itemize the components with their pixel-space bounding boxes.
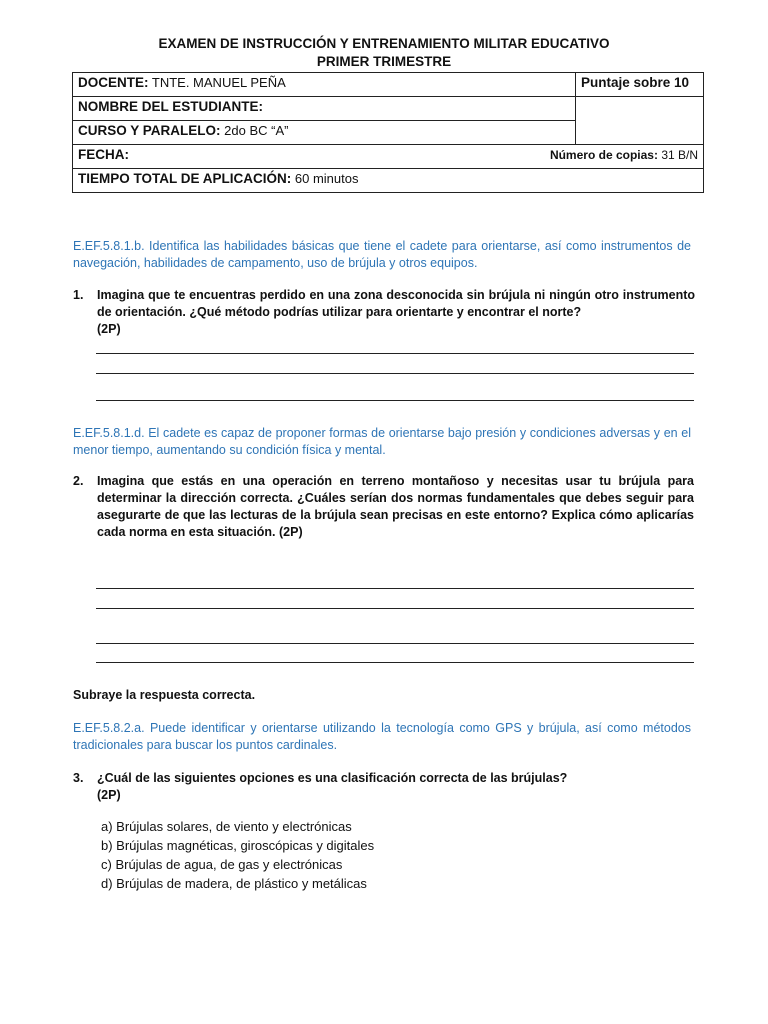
question-1-text: Imagina que te encuentras perdido en una zona desconocida sin brújula ni ningún otro instrumento de orientación. ¿Qué método podrías utilizar para orientarte y encontrar el norte? bbox=[97, 288, 695, 319]
standard-text-3: E.EF.5.8.2.a. Puede identificar y orientarse utilizando la tecnología como GPS y brújula, así como métodos tradicionales para buscar los puntos cardinales. bbox=[73, 721, 691, 752]
instruction-text: Subraye la respuesta correcta. bbox=[73, 688, 256, 702]
copias-value: 31 B/N bbox=[661, 148, 698, 162]
answer-line[interactable] bbox=[96, 588, 694, 589]
question-3 bbox=[73, 770, 695, 804]
answer-line[interactable] bbox=[96, 400, 694, 401]
question-1-number: 1. bbox=[73, 288, 84, 302]
tiempo-cell bbox=[73, 169, 704, 193]
question-2 bbox=[73, 473, 695, 541]
answer-line[interactable] bbox=[96, 662, 694, 663]
estudiante-label: NOMBRE DEL ESTUDIANTE: bbox=[78, 99, 264, 114]
tiempo-label: TIEMPO TOTAL DE APLICACIÓN: bbox=[78, 171, 292, 186]
copias-label: Número de copias: bbox=[549, 148, 658, 162]
fecha-cell bbox=[73, 145, 704, 169]
question-3-text: ¿Cuál de las siguientes opciones es una clasificación correcta de las brújulas? bbox=[97, 771, 568, 785]
question-1-points: (2P) bbox=[97, 322, 121, 336]
docente-label: DOCENTE: bbox=[78, 75, 149, 90]
answer-line[interactable] bbox=[96, 373, 694, 374]
answer-line[interactable] bbox=[96, 643, 694, 644]
option-b[interactable]: b) Brújulas magnéticas, giroscópicas y digitales bbox=[101, 838, 375, 853]
fecha-label: FECHA: bbox=[78, 147, 129, 162]
answer-line[interactable] bbox=[96, 608, 694, 609]
exam-subtitle: PRIMER TRIMESTRE bbox=[316, 54, 452, 69]
docente-value: TNTE. MANUEL PEÑA bbox=[151, 75, 286, 90]
option-a[interactable]: a) Brújulas solares, de viento y electrónicas bbox=[101, 819, 352, 834]
estudiante-cell bbox=[73, 97, 576, 121]
info-table bbox=[72, 72, 704, 193]
curso-label: CURSO Y PARALELO: bbox=[78, 123, 221, 138]
option-d[interactable]: d) Brújulas de madera, de plástico y metálicas bbox=[101, 876, 367, 891]
question-3-number: 3. bbox=[73, 771, 84, 785]
question-2-text: Imagina que estás en una operación en terreno montañoso y necesitas usar tu brújula para determinar la dirección correcta. ¿Cuáles serían dos normas fundamentales que debes seguir para asegurarte de que las lecturas de la brújula sean precisas en este entorno? Explica cómo aplicarías cada norma en esta situación. (2P) bbox=[97, 474, 694, 539]
question-1 bbox=[73, 287, 695, 338]
puntaje-cell bbox=[576, 73, 704, 97]
copias-note bbox=[550, 145, 698, 165]
tiempo-value: 60 minutos bbox=[294, 171, 359, 186]
standard-text-2: E.EF.5.8.1.d. El cadete es capaz de proponer formas de orientarse bajo presión y condiciones adversas y en el menor tiempo, aumentando su condición física y mental. bbox=[73, 426, 691, 457]
curso-cell bbox=[73, 121, 576, 145]
curso-value: 2do BC “A” bbox=[224, 123, 289, 138]
question-2-number: 2. bbox=[73, 474, 84, 488]
docente-cell bbox=[73, 73, 576, 97]
option-c[interactable]: c) Brújulas de agua, de gas y electrónicas bbox=[101, 857, 343, 872]
question-3-points: (2P) bbox=[97, 788, 121, 802]
score-box bbox=[576, 97, 704, 145]
answer-line[interactable] bbox=[96, 353, 694, 354]
exam-title: EXAMEN DE INSTRUCCIÓN Y ENTRENAMIENTO MILITAR EDUCATIVO bbox=[158, 36, 610, 51]
standard-text-1: E.EF.5.8.1.b. Identifica las habilidades básicas que tiene el cadete para orientarse, así como instrumentos de navegación, habilidades de campamento, uso de brújula y otros equipos. bbox=[73, 239, 691, 270]
answer-options bbox=[101, 817, 374, 893]
puntaje-label: Puntaje sobre 10 bbox=[581, 75, 690, 90]
